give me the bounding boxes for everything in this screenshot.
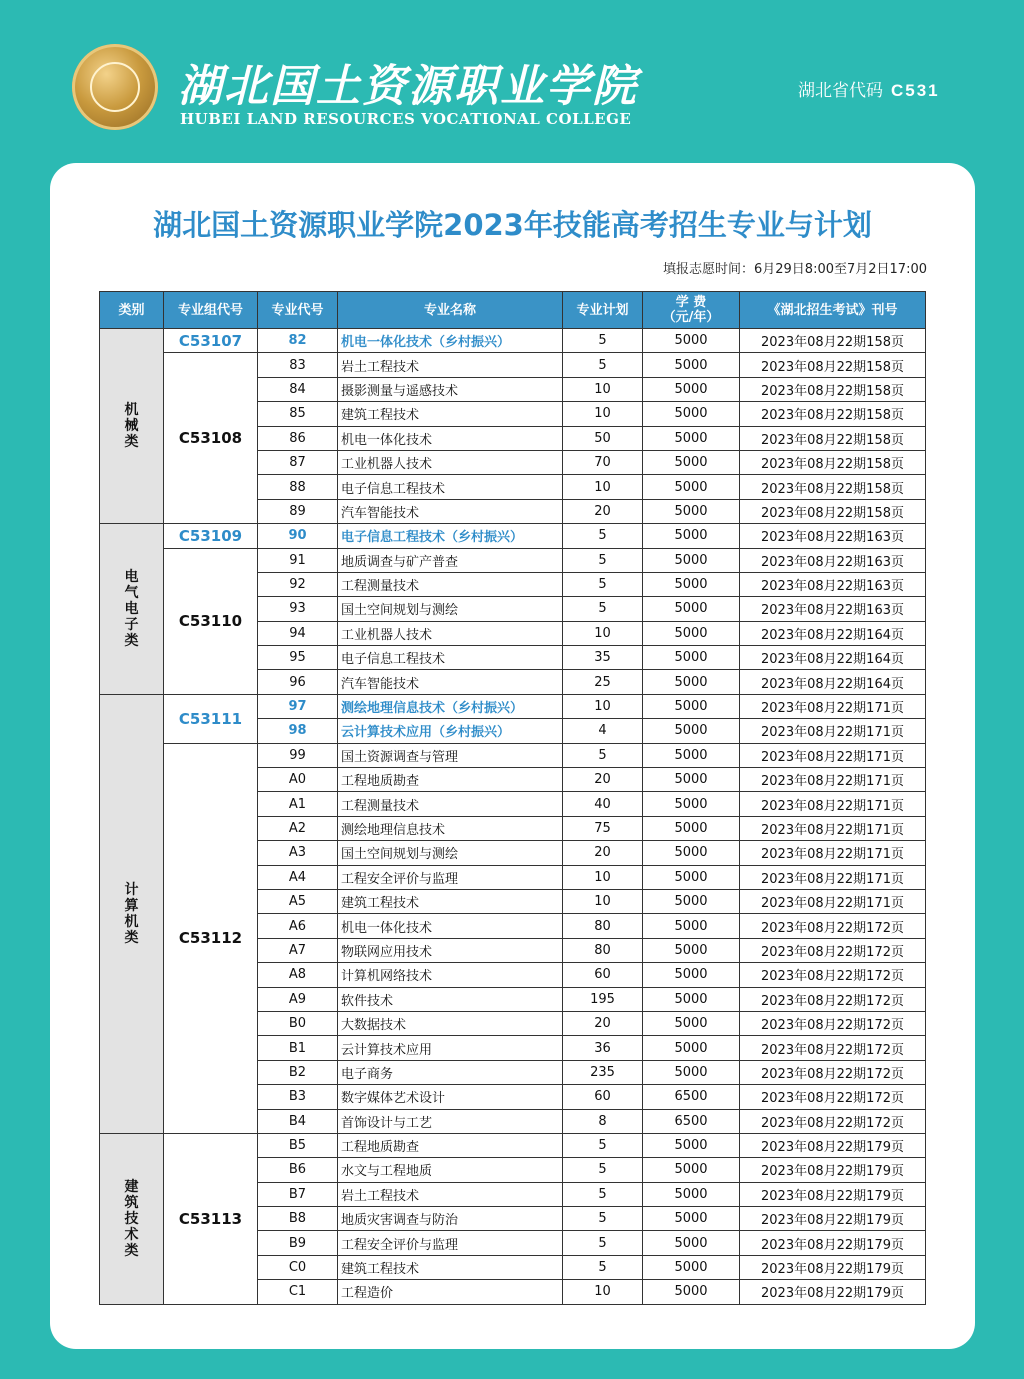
major-name-cell: 建筑工程技术 [338, 1255, 563, 1279]
header-category: 类别 [100, 292, 164, 329]
issue-cell: 2023年08月22期163页 [740, 524, 926, 548]
plan-cell: 75 [563, 816, 643, 840]
plan-cell: 40 [563, 792, 643, 816]
major-code-cell: 88 [258, 475, 338, 499]
major-code-cell: 87 [258, 450, 338, 474]
tuition-cell: 5000 [643, 694, 740, 718]
major-code-cell: B5 [258, 1133, 338, 1157]
major-name-cell: 数字媒体艺术设计 [338, 1085, 563, 1109]
plan-cell: 25 [563, 670, 643, 694]
issue-cell: 2023年08月22期179页 [740, 1182, 926, 1206]
tuition-cell: 5000 [643, 402, 740, 426]
issue-cell: 2023年08月22期179页 [740, 1133, 926, 1157]
major-name-cell: 地质灾害调查与防治 [338, 1207, 563, 1231]
issue-cell: 2023年08月22期172页 [740, 963, 926, 987]
major-code-cell: 86 [258, 426, 338, 450]
plan-cell: 5 [563, 572, 643, 596]
issue-cell: 2023年08月22期172页 [740, 938, 926, 962]
header-major-code: 专业代号 [258, 292, 338, 329]
category-cell: 计算机类 [100, 694, 164, 1133]
tuition-cell: 5000 [643, 841, 740, 865]
major-code-cell: A8 [258, 963, 338, 987]
plan-cell: 60 [563, 963, 643, 987]
major-name-cell: 首饰设计与工艺 [338, 1109, 563, 1133]
plan-cell: 5 [563, 548, 643, 572]
issue-cell: 2023年08月22期171页 [740, 792, 926, 816]
school-name-en: HUBEI LAND RESOURCES VOCATIONAL COLLEGE [180, 110, 632, 128]
issue-cell: 2023年08月22期158页 [740, 499, 926, 523]
page-title: 湖北国土资源职业学院2023年技能高考招生专业与计划 [153, 208, 872, 242]
tuition-cell: 5000 [643, 768, 740, 792]
issue-cell: 2023年08月22期179页 [740, 1207, 926, 1231]
tuition-cell: 5000 [643, 329, 740, 353]
issue-cell: 2023年08月22期171页 [740, 816, 926, 840]
plan-cell: 20 [563, 499, 643, 523]
tuition-cell: 5000 [643, 938, 740, 962]
plan-cell: 70 [563, 450, 643, 474]
tuition-cell: 5000 [643, 792, 740, 816]
major-name-cell: 工业机器人技术 [338, 621, 563, 645]
major-name-cell: 大数据技术 [338, 1011, 563, 1035]
major-name-cell: 机电一体化技术（乡村振兴） [338, 329, 563, 353]
tuition-cell: 5000 [643, 646, 740, 670]
major-code-cell: 95 [258, 646, 338, 670]
header-issue: 《湖北招生考试》刊号 [740, 292, 926, 329]
plan-cell: 10 [563, 694, 643, 718]
table-row [100, 694, 926, 718]
tuition-cell: 5000 [643, 499, 740, 523]
tuition-cell: 5000 [643, 865, 740, 889]
major-code-cell: 92 [258, 572, 338, 596]
major-code-cell: B8 [258, 1207, 338, 1231]
major-code-cell: B9 [258, 1231, 338, 1255]
major-name-cell: 汽车智能技术 [338, 670, 563, 694]
issue-cell: 2023年08月22期171页 [740, 865, 926, 889]
header-plan: 专业计划 [563, 292, 643, 329]
tuition-cell: 5000 [643, 1207, 740, 1231]
plan-cell: 5 [563, 1231, 643, 1255]
plan-cell: 10 [563, 377, 643, 401]
major-code-cell: A4 [258, 865, 338, 889]
major-code-cell: 91 [258, 548, 338, 572]
plan-cell: 10 [563, 402, 643, 426]
issue-cell: 2023年08月22期172页 [740, 1060, 926, 1084]
major-name-cell: 汽车智能技术 [338, 499, 563, 523]
plan-cell: 5 [563, 353, 643, 377]
group-code-cell: C53107 [164, 329, 258, 353]
major-code-cell: 94 [258, 621, 338, 645]
tuition-cell: 5000 [643, 1231, 740, 1255]
major-name-cell: 测绘地理信息技术（乡村振兴） [338, 694, 563, 718]
plan-cell: 5 [563, 329, 643, 353]
school-name-cn: 湖北国土资源职业学院 [178, 61, 638, 112]
major-name-cell: 工程测量技术 [338, 792, 563, 816]
issue-cell: 2023年08月22期171页 [740, 768, 926, 792]
table-row [100, 329, 926, 353]
major-code-cell: B1 [258, 1036, 338, 1060]
plan-cell: 35 [563, 646, 643, 670]
group-code-cell: C53108 [164, 353, 258, 524]
plan-cell: 36 [563, 1036, 643, 1060]
major-code-cell: 96 [258, 670, 338, 694]
tuition-cell: 5000 [643, 1036, 740, 1060]
major-code-cell: A7 [258, 938, 338, 962]
issue-cell: 2023年08月22期158页 [740, 353, 926, 377]
issue-cell: 2023年08月22期172页 [740, 914, 926, 938]
issue-cell: 2023年08月22期179页 [740, 1231, 926, 1255]
table-body [100, 329, 926, 1305]
issue-cell: 2023年08月22期158页 [740, 402, 926, 426]
plan-cell: 5 [563, 1133, 643, 1157]
plan-cell: 10 [563, 1280, 643, 1304]
major-name-cell: 岩土工程技术 [338, 353, 563, 377]
province-code-label: 湖北省代码 [798, 81, 883, 100]
major-code-cell: 98 [258, 719, 338, 743]
plan-cell: 60 [563, 1085, 643, 1109]
major-name-cell: 地质调查与矿产普查 [338, 548, 563, 572]
table-row [100, 1133, 926, 1157]
province-code-value: C531 [891, 81, 940, 100]
issue-cell: 2023年08月22期171页 [740, 694, 926, 718]
issue-cell: 2023年08月22期172页 [740, 1011, 926, 1035]
tuition-cell: 5000 [643, 670, 740, 694]
issue-cell: 2023年08月22期172页 [740, 1109, 926, 1133]
issue-cell: 2023年08月22期171页 [740, 719, 926, 743]
major-name-cell: 国土资源调查与管理 [338, 743, 563, 767]
major-code-cell: B3 [258, 1085, 338, 1109]
major-name-cell: 软件技术 [338, 987, 563, 1011]
plan-cell: 10 [563, 865, 643, 889]
table-row [100, 548, 926, 572]
category-cell: 机械类 [100, 329, 164, 524]
major-code-cell: 99 [258, 743, 338, 767]
group-code-cell: C53110 [164, 548, 258, 694]
issue-cell: 2023年08月22期164页 [740, 621, 926, 645]
major-name-cell: 物联网应用技术 [338, 938, 563, 962]
college-logo-icon [72, 44, 158, 130]
major-name-cell: 计算机网络技术 [338, 963, 563, 987]
tuition-cell: 5000 [643, 450, 740, 474]
issue-cell: 2023年08月22期171页 [740, 841, 926, 865]
header [0, 0, 1024, 165]
tuition-cell: 5000 [643, 1255, 740, 1279]
issue-cell: 2023年08月22期179页 [740, 1280, 926, 1304]
major-name-cell: 电子信息工程技术（乡村振兴） [338, 524, 563, 548]
tuition-cell: 5000 [643, 426, 740, 450]
header-tuition: 学 费 （元/年） [643, 292, 740, 329]
major-name-cell: 国土空间规划与测绘 [338, 597, 563, 621]
plan-cell: 20 [563, 841, 643, 865]
category-cell: 建筑技术类 [100, 1133, 164, 1304]
major-code-cell: A0 [258, 768, 338, 792]
issue-cell: 2023年08月22期164页 [740, 670, 926, 694]
tuition-cell: 5000 [643, 889, 740, 913]
major-name-cell: 工程安全评价与监理 [338, 865, 563, 889]
major-code-cell: 82 [258, 329, 338, 353]
plan-cell: 20 [563, 768, 643, 792]
issue-cell: 2023年08月22期163页 [740, 572, 926, 596]
plan-cell: 80 [563, 914, 643, 938]
issue-cell: 2023年08月22期158页 [740, 450, 926, 474]
apply-time: 填报志愿时间：6月29日8:00至7月2日17:00 [662, 262, 927, 277]
group-code-cell: C53109 [164, 524, 258, 548]
plan-cell: 50 [563, 426, 643, 450]
issue-cell: 2023年08月22期179页 [740, 1158, 926, 1182]
plan-cell: 5 [563, 1207, 643, 1231]
major-name-cell: 机电一体化技术 [338, 426, 563, 450]
major-name-cell: 电子信息工程技术 [338, 475, 563, 499]
tuition-cell: 5000 [643, 524, 740, 548]
major-code-cell: 97 [258, 694, 338, 718]
group-code-cell: C53113 [164, 1133, 258, 1304]
major-name-cell: 建筑工程技术 [338, 402, 563, 426]
header-major-name: 专业名称 [338, 292, 563, 329]
tuition-cell: 5000 [643, 963, 740, 987]
major-name-cell: 云计算技术应用（乡村振兴） [338, 719, 563, 743]
major-code-cell: B0 [258, 1011, 338, 1035]
plan-cell: 195 [563, 987, 643, 1011]
tuition-cell: 5000 [643, 1182, 740, 1206]
plan-cell: 4 [563, 719, 643, 743]
major-code-cell: C0 [258, 1255, 338, 1279]
province-code [798, 76, 940, 101]
group-code-cell: C53112 [164, 743, 258, 1133]
major-name-cell: 云计算技术应用 [338, 1036, 563, 1060]
major-code-cell: 84 [258, 377, 338, 401]
plan-cell: 5 [563, 1255, 643, 1279]
major-name-cell: 水文与工程地质 [338, 1158, 563, 1182]
tuition-cell: 5000 [643, 597, 740, 621]
major-name-cell: 工业机器人技术 [338, 450, 563, 474]
issue-cell: 2023年08月22期163页 [740, 548, 926, 572]
issue-cell: 2023年08月22期163页 [740, 597, 926, 621]
group-code-cell: C53111 [164, 694, 258, 743]
content-card [50, 163, 975, 1349]
major-code-cell: B7 [258, 1182, 338, 1206]
table-row [100, 743, 926, 767]
tuition-cell: 5000 [643, 987, 740, 1011]
tuition-cell: 6500 [643, 1085, 740, 1109]
issue-cell: 2023年08月22期171页 [740, 889, 926, 913]
major-name-cell: 机电一体化技术 [338, 914, 563, 938]
major-name-cell: 摄影测量与遥感技术 [338, 377, 563, 401]
tuition-cell: 5000 [643, 743, 740, 767]
major-code-cell: 89 [258, 499, 338, 523]
tuition-cell: 5000 [643, 719, 740, 743]
major-code-cell: B2 [258, 1060, 338, 1084]
table-header-row [100, 292, 926, 329]
major-code-cell: B6 [258, 1158, 338, 1182]
plan-cell: 5 [563, 1182, 643, 1206]
plan-cell: 235 [563, 1060, 643, 1084]
major-code-cell: C1 [258, 1280, 338, 1304]
enrollment-table [99, 291, 926, 1305]
major-name-cell: 工程安全评价与监理 [338, 1231, 563, 1255]
issue-cell: 2023年08月22期172页 [740, 1036, 926, 1060]
header-group-code: 专业组代号 [164, 292, 258, 329]
major-name-cell: 国土空间规划与测绘 [338, 841, 563, 865]
issue-cell: 2023年08月22期172页 [740, 987, 926, 1011]
issue-cell: 2023年08月22期158页 [740, 377, 926, 401]
category-cell: 电气电子类 [100, 524, 164, 695]
issue-cell: 2023年08月22期158页 [740, 329, 926, 353]
tuition-cell: 5000 [643, 621, 740, 645]
issue-cell: 2023年08月22期164页 [740, 646, 926, 670]
tuition-cell: 5000 [643, 1060, 740, 1084]
plan-cell: 10 [563, 621, 643, 645]
plan-cell: 5 [563, 524, 643, 548]
table-row [100, 353, 926, 377]
major-name-cell: 建筑工程技术 [338, 889, 563, 913]
tuition-cell: 5000 [643, 1158, 740, 1182]
major-name-cell: 工程地质勘查 [338, 1133, 563, 1157]
tuition-cell: 5000 [643, 353, 740, 377]
major-code-cell: A9 [258, 987, 338, 1011]
major-code-cell: 93 [258, 597, 338, 621]
major-name-cell: 岩土工程技术 [338, 1182, 563, 1206]
tuition-cell: 5000 [643, 475, 740, 499]
major-code-cell: 90 [258, 524, 338, 548]
issue-cell: 2023年08月22期171页 [740, 743, 926, 767]
major-code-cell: 83 [258, 353, 338, 377]
plan-cell: 5 [563, 743, 643, 767]
major-code-cell: B4 [258, 1109, 338, 1133]
major-name-cell: 电子商务 [338, 1060, 563, 1084]
issue-cell: 2023年08月22期158页 [740, 426, 926, 450]
table-row [100, 524, 926, 548]
tuition-cell: 5000 [643, 1011, 740, 1035]
major-code-cell: A2 [258, 816, 338, 840]
tuition-cell: 6500 [643, 1109, 740, 1133]
issue-cell: 2023年08月22期158页 [740, 475, 926, 499]
plan-cell: 80 [563, 938, 643, 962]
major-name-cell: 工程造价 [338, 1280, 563, 1304]
tuition-cell: 5000 [643, 1280, 740, 1304]
plan-cell: 8 [563, 1109, 643, 1133]
major-code-cell: A5 [258, 889, 338, 913]
major-name-cell: 电子信息工程技术 [338, 646, 563, 670]
major-code-cell: 85 [258, 402, 338, 426]
tuition-cell: 5000 [643, 914, 740, 938]
tuition-cell: 5000 [643, 816, 740, 840]
plan-cell: 10 [563, 889, 643, 913]
tuition-cell: 5000 [643, 377, 740, 401]
major-name-cell: 工程测量技术 [338, 572, 563, 596]
major-code-cell: A3 [258, 841, 338, 865]
major-code-cell: A6 [258, 914, 338, 938]
tuition-cell: 5000 [643, 1133, 740, 1157]
tuition-cell: 5000 [643, 548, 740, 572]
major-name-cell: 测绘地理信息技术 [338, 816, 563, 840]
plan-cell: 20 [563, 1011, 643, 1035]
tuition-cell: 5000 [643, 572, 740, 596]
plan-cell: 10 [563, 475, 643, 499]
major-name-cell: 工程地质勘查 [338, 768, 563, 792]
major-code-cell: A1 [258, 792, 338, 816]
plan-cell: 5 [563, 1158, 643, 1182]
issue-cell: 2023年08月22期179页 [740, 1255, 926, 1279]
plan-cell: 5 [563, 597, 643, 621]
issue-cell: 2023年08月22期172页 [740, 1085, 926, 1109]
